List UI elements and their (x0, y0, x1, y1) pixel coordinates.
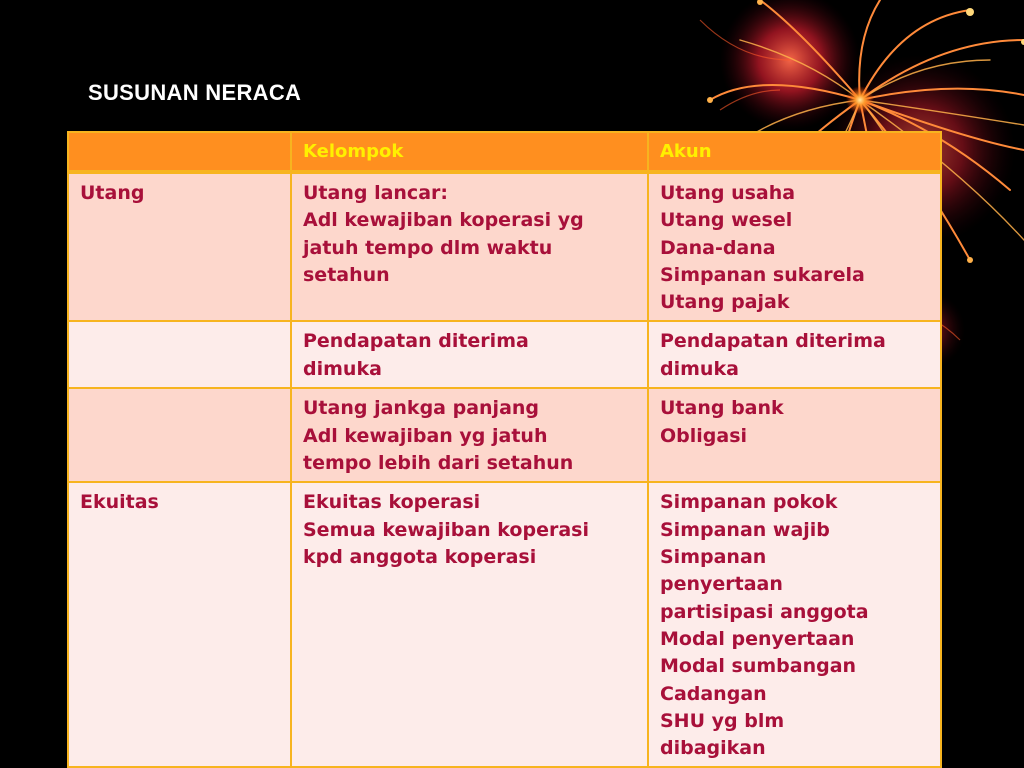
akun-line: Pendapatan diterima (660, 330, 886, 353)
akun-line: Modal sumbangan (660, 655, 857, 678)
akun-line: Utang pajak (660, 291, 790, 314)
akun-line: Simpanan wajib (660, 518, 830, 541)
akun-line: Utang bank (660, 397, 784, 420)
akun-cell (648, 388, 941, 482)
akun-line: Dana-dana (660, 236, 776, 259)
kelompok-cell (291, 388, 648, 482)
kelompok-line: Ekuitas koperasi (303, 491, 481, 514)
kelompok-line: setahun (303, 263, 390, 286)
table-row (68, 388, 941, 482)
kelompok-line: dimuka (303, 357, 382, 380)
header-cell-kelompok: Kelompok (291, 132, 648, 172)
group-cell (68, 321, 291, 388)
group-cell: Utang (68, 172, 291, 321)
kelompok-line: Adl kewajiban koperasi yg (303, 209, 584, 232)
akun-line: Simpanan pokok (660, 491, 838, 514)
table-header-row (68, 132, 941, 172)
akun-line: Simpanan sukarela (660, 263, 865, 286)
header-cell-group (68, 132, 291, 172)
akun-line: SHU yg blm (660, 709, 785, 732)
kelompok-line: Semua kewajiban koperasi (303, 518, 589, 541)
balance-sheet-table (67, 131, 942, 768)
kelompok-line: kpd anggota koperasi (303, 546, 537, 569)
akun-cell (648, 321, 941, 388)
slide-title: SUSUNAN NERACA (88, 80, 302, 105)
kelompok-line: Utang jankga panjang (303, 397, 540, 420)
akun-line: Simpanan (660, 546, 767, 569)
akun-line: penyertaan (660, 573, 783, 596)
akun-line: Modal penyertaan (660, 627, 855, 650)
kelompok-cell (291, 321, 648, 388)
akun-line: Utang wesel (660, 209, 793, 232)
akun-line: dimuka (660, 357, 739, 380)
akun-line: Obligasi (660, 424, 748, 447)
kelompok-line: Pendapatan diterima (303, 330, 529, 353)
akun-cell (648, 172, 941, 321)
group-cell (68, 388, 291, 482)
akun-line: partisipasi anggota (660, 600, 869, 623)
akun-cell (648, 482, 941, 767)
kelompok-line: Adl kewajiban yg jatuh (303, 424, 548, 447)
header-cell-akun: Akun (648, 132, 941, 172)
table-row (68, 172, 941, 321)
akun-line: dibagikan (660, 737, 766, 760)
akun-line: Utang usaha (660, 182, 796, 204)
group-cell: Ekuitas (68, 482, 291, 767)
table-row (68, 321, 941, 388)
table-row (68, 482, 941, 767)
akun-line: Cadangan (660, 682, 767, 705)
kelompok-line: Utang lancar: (303, 182, 448, 204)
kelompok-line: tempo lebih dari setahun (303, 452, 574, 475)
kelompok-cell (291, 172, 648, 321)
kelompok-cell (291, 482, 648, 767)
kelompok-line: jatuh tempo dlm waktu (303, 236, 553, 259)
